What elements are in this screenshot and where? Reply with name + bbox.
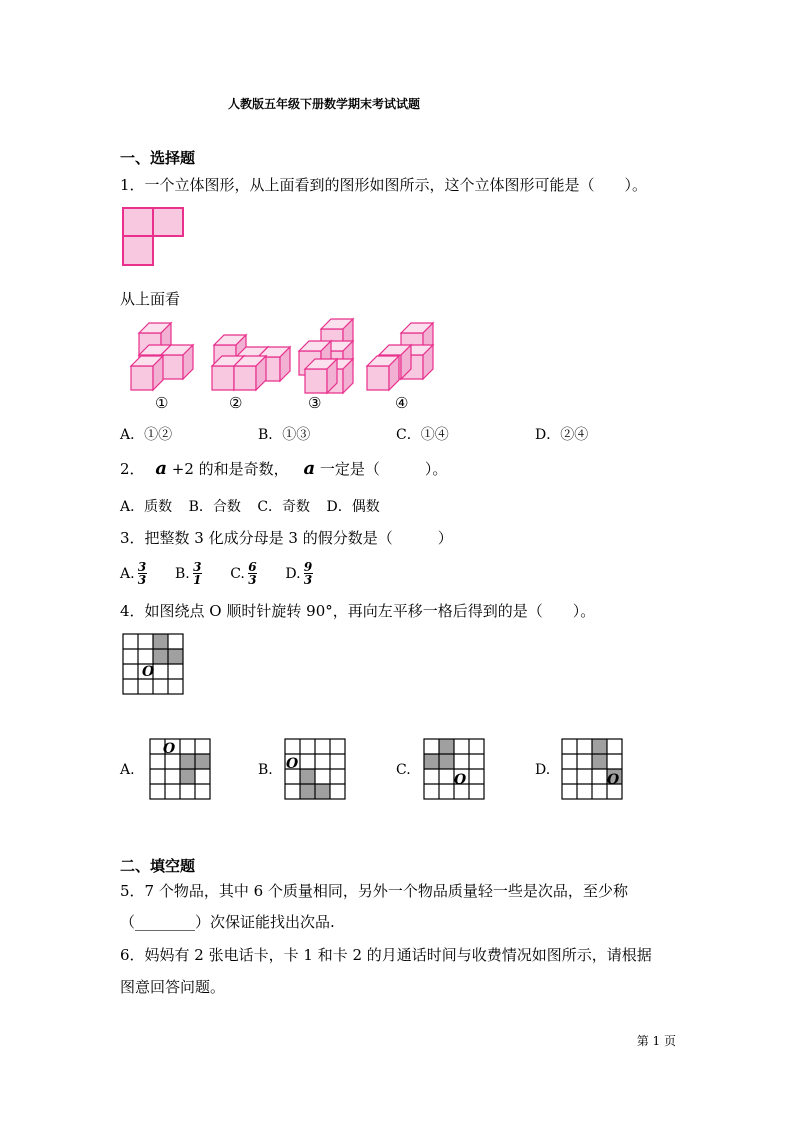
grid-option-b: [284, 738, 350, 801]
question-2: [120, 458, 447, 479]
q3-option-c: [230, 560, 261, 587]
q3-option-d: [285, 560, 313, 587]
q3-options: [120, 561, 313, 586]
q4-option-a: A.: [120, 762, 135, 778]
cube-figure-3: [299, 319, 353, 393]
figure-label-3: ③: [308, 394, 322, 412]
q1-option-d: D．②④: [535, 427, 589, 443]
top-view-figure: [122, 207, 186, 267]
question-6-line2: 图意回答问题。: [120, 978, 226, 996]
fraction-d: [304, 561, 313, 586]
question-5-line2: （________）次保证能找出次品.: [120, 913, 335, 931]
grid-option-d: [561, 738, 627, 801]
grid-option-a: [149, 738, 215, 801]
cube-figure-2: [212, 335, 290, 390]
figure-label-2: ②: [229, 394, 243, 412]
point-o-label-d: O: [607, 772, 620, 788]
figure-label-1: ①: [155, 394, 169, 412]
q3-option-a-label: A.: [120, 565, 135, 582]
fraction-c: [248, 561, 257, 586]
q3-option-d-label: D.: [285, 565, 301, 582]
grid-option-c: [423, 738, 489, 801]
question-2-number: 2．: [120, 460, 145, 478]
section-fill-heading: 二、填空题: [120, 857, 196, 875]
point-o-label-a: O: [163, 741, 176, 757]
question-2-text-a: +2 的和是奇数，: [171, 460, 289, 478]
q2-option-b: B．合数: [188, 499, 241, 515]
cube-figures: [125, 315, 445, 395]
q4-option-b: B.: [258, 762, 273, 778]
page-title: 人教版五年级下册数学期末考试试题: [228, 97, 421, 111]
fraction-b-den: 1: [193, 573, 202, 587]
q2-options: [120, 496, 380, 516]
page-number: 第 1 页: [636, 1034, 676, 1048]
fraction-d-den: 3: [303, 573, 313, 587]
point-o-label-b: O: [286, 756, 299, 772]
fraction-b: [193, 561, 202, 586]
fraction-d-num: 9: [303, 560, 313, 574]
question-1-text: 1．一个立体图形，从上面看到的图形如图所示，这个立体图形可能是（ ）。: [120, 176, 648, 194]
figure-label-4: ④: [395, 394, 409, 412]
variable-a-2: a: [303, 458, 316, 479]
fraction-a-den: 3: [137, 573, 147, 587]
fraction-b-num: 3: [193, 560, 202, 574]
q2-option-d: D．偶数: [326, 499, 380, 515]
cube-figure-4: [367, 323, 433, 390]
section-choice-heading: 一、选择题: [120, 149, 196, 167]
q3-option-b: [175, 560, 206, 587]
q4-option-d: D.: [535, 762, 551, 778]
q2-option-a: A．质数: [120, 499, 173, 515]
q3-option-c-label: C.: [230, 565, 245, 582]
question-6-line1: 6．妈妈有 2 张电话卡，卡 1 和卡 2 的月通话时间与收费情况如图所示，请根据: [120, 946, 652, 964]
question-3-text: 3．把整数 3 化成分母是 3 的假分数是（ ）: [120, 529, 453, 547]
point-o-label-c: O: [454, 772, 467, 788]
q3-option-b-label: B.: [175, 565, 190, 582]
top-view-label: 从上面看: [120, 290, 181, 308]
question-5-line1: 5．7 个物品，其中 6 个质量相同，另外一个物品质量轻一些是次品，至少称: [120, 882, 628, 900]
q1-option-c: C．①④: [396, 427, 449, 443]
q1-option-b: B．①③: [258, 427, 311, 443]
variable-a: a: [155, 458, 167, 479]
q4-option-c: C.: [396, 762, 411, 778]
question-2-text-b: 一定是（ ）。: [319, 460, 448, 478]
fraction-c-num: 6: [248, 560, 257, 574]
q2-option-c: C．奇数: [257, 499, 311, 515]
grid-original: [122, 633, 188, 696]
fraction-a: [138, 561, 147, 586]
cube-figure-1: [131, 323, 193, 390]
fraction-c-den: 3: [248, 573, 257, 587]
question-4-text: 4．如图绕点 O 顺时针旋转 90°，再向左平移一格后得到的是（ ）。: [120, 602, 596, 620]
q3-option-a: [120, 560, 151, 587]
fraction-a-num: 3: [137, 560, 147, 574]
point-o-label: O: [142, 664, 155, 680]
q1-option-a: A．①②: [120, 427, 173, 443]
